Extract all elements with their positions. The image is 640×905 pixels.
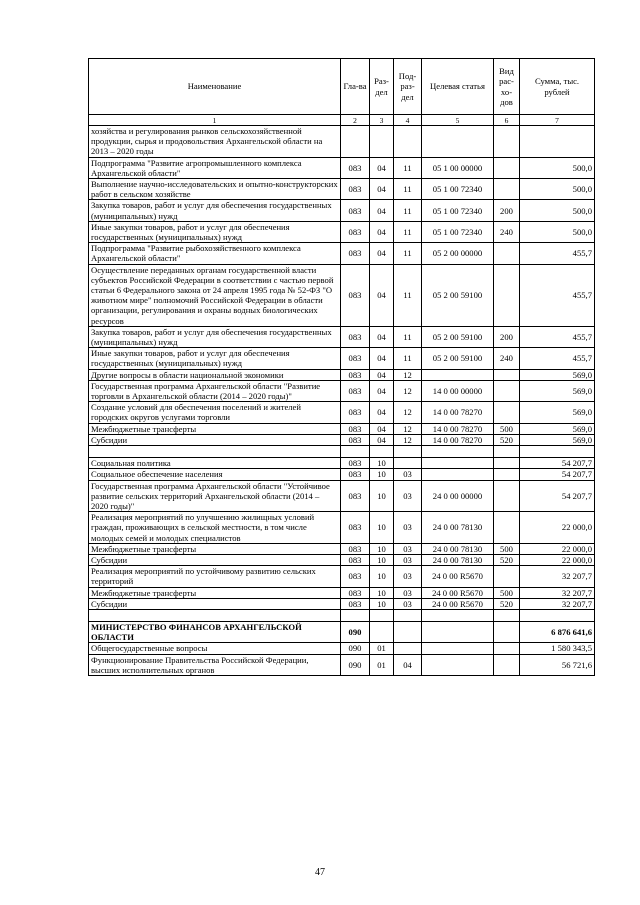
row-glava-cell: 083: [341, 458, 370, 469]
column-number: 3: [370, 115, 394, 126]
row-vid-cell: [494, 264, 520, 326]
header-razdel: Раз-дел: [370, 59, 394, 115]
row-podrazdel-cell: 11: [394, 348, 422, 369]
page-number: 47: [315, 867, 325, 878]
row-razdel-cell: 10: [370, 458, 394, 469]
row-sum-cell: [520, 126, 595, 158]
table-row: [89, 179, 595, 200]
header-glava: Гла-ва: [341, 59, 370, 115]
row-sum-cell: 22 000,0: [520, 543, 595, 554]
table-row: [89, 598, 595, 609]
row-razdel-cell: 04: [370, 380, 394, 401]
row-podrazdel-cell: 11: [394, 221, 422, 242]
row-glava-cell: 090: [341, 643, 370, 654]
table-row: [89, 380, 595, 401]
row-sum-cell: 455,7: [520, 348, 595, 369]
row-glava-cell: 083: [341, 221, 370, 242]
row-glava-cell: 083: [341, 402, 370, 423]
row-statya-cell: 14 0 00 78270: [422, 402, 494, 423]
row-name-cell: Межбюджетные трансферты: [89, 587, 341, 598]
row-razdel-cell: 10: [370, 587, 394, 598]
row-name-cell: хозяйства и регулирования рынков сельскохозяйственной продукции, сырья и продовольствия Архангельской области на 2013 – 2020 годы: [89, 126, 341, 158]
row-glava-cell: 083: [341, 264, 370, 326]
row-vid-cell: 240: [494, 221, 520, 242]
column-number-row: [89, 115, 595, 126]
row-razdel-cell: 04: [370, 423, 394, 434]
row-vid-cell: [494, 480, 520, 512]
table-row: [89, 458, 595, 469]
budget-table: [88, 58, 595, 676]
row-glava-cell: 083: [341, 243, 370, 264]
row-glava-cell: 083: [341, 512, 370, 544]
row-razdel-cell: 10: [370, 566, 394, 587]
row-podrazdel-cell: [394, 446, 422, 458]
row-vid-cell: [494, 126, 520, 158]
row-glava-cell: [341, 126, 370, 158]
row-sum-cell: 1 580 343,5: [520, 643, 595, 654]
row-glava-cell: [341, 609, 370, 621]
row-podrazdel-cell: 03: [394, 480, 422, 512]
table-row: [89, 348, 595, 369]
row-statya-cell: 05 2 00 59100: [422, 348, 494, 369]
row-statya-cell: 24 0 00 78130: [422, 554, 494, 565]
row-statya-cell: 05 1 00 72340: [422, 179, 494, 200]
row-statya-cell: [422, 643, 494, 654]
row-sum-cell: 54 207,7: [520, 469, 595, 480]
row-sum-cell: 54 207,7: [520, 480, 595, 512]
header-statya: Целевая статья: [422, 59, 494, 115]
table-row: [89, 369, 595, 380]
row-podrazdel-cell: 03: [394, 554, 422, 565]
row-vid-cell: [494, 512, 520, 544]
row-vid-cell: [494, 469, 520, 480]
row-glava-cell: 083: [341, 480, 370, 512]
row-glava-cell: 090: [341, 621, 370, 642]
header-podrazdel: Под-раз-дел: [394, 59, 422, 115]
row-name-cell: Иные закупки товаров, работ и услуг для обеспечения государственных (муниципальных) нужд: [89, 348, 341, 369]
row-statya-cell: 24 0 00 78130: [422, 543, 494, 554]
row-glava-cell: 083: [341, 179, 370, 200]
row-razdel-cell: 04: [370, 326, 394, 347]
row-sum-cell: 500,0: [520, 179, 595, 200]
row-vid-cell: 200: [494, 200, 520, 221]
row-statya-cell: 05 2 00 59100: [422, 264, 494, 326]
row-statya-cell: [422, 369, 494, 380]
row-vid-cell: [494, 157, 520, 178]
row-sum-cell: 32 207,7: [520, 587, 595, 598]
table-row: [89, 643, 595, 654]
row-statya-cell: [422, 126, 494, 158]
row-razdel-cell: 10: [370, 598, 394, 609]
row-statya-cell: [422, 446, 494, 458]
row-name-cell: Закупка товаров, работ и услуг для обеспечения государственных (муниципальных) нужд: [89, 326, 341, 347]
row-sum-cell: 32 207,7: [520, 598, 595, 609]
table-row: [89, 221, 595, 242]
row-glava-cell: 090: [341, 654, 370, 675]
row-vid-cell: [494, 369, 520, 380]
column-number: 2: [341, 115, 370, 126]
row-podrazdel-cell: 03: [394, 543, 422, 554]
row-razdel-cell: 04: [370, 402, 394, 423]
table-row: [89, 200, 595, 221]
row-sum-cell: 500,0: [520, 221, 595, 242]
row-statya-cell: 24 0 00 R5670: [422, 566, 494, 587]
row-statya-cell: 05 1 00 00000: [422, 157, 494, 178]
row-vid-cell: [494, 402, 520, 423]
row-vid-cell: [494, 446, 520, 458]
row-glava-cell: 083: [341, 423, 370, 434]
table-row: [89, 157, 595, 178]
row-name-cell: Социальная политика: [89, 458, 341, 469]
row-glava-cell: 083: [341, 543, 370, 554]
column-number: 6: [494, 115, 520, 126]
row-podrazdel-cell: 11: [394, 243, 422, 264]
row-razdel-cell: [370, 126, 394, 158]
table-body: [89, 126, 595, 676]
column-number: 5: [422, 115, 494, 126]
row-sum-cell: [520, 446, 595, 458]
row-name-cell: Осуществление переданных органам государственной власти субъектов Российской Федерации в соответствии с частью первой статьи 6 Федерального закона от 24 апреля 1995 года № 52-ФЗ "О животном мире" полномочий Российской Федерации в области организации, регулирования и охраны водных биологических ресурсов: [89, 264, 341, 326]
row-sum-cell: 22 000,0: [520, 554, 595, 565]
row-razdel-cell: 01: [370, 643, 394, 654]
row-name-cell: Подпрограмма "Развитие рыбохозяйственного комплекса Архангельской области": [89, 243, 341, 264]
row-glava-cell: 083: [341, 469, 370, 480]
row-glava-cell: 083: [341, 587, 370, 598]
row-sum-cell: 455,7: [520, 326, 595, 347]
row-podrazdel-cell: [394, 126, 422, 158]
row-statya-cell: 05 1 00 72340: [422, 221, 494, 242]
column-number: 1: [89, 115, 341, 126]
table-row: [89, 326, 595, 347]
table-row: [89, 480, 595, 512]
table-row: [89, 654, 595, 675]
row-podrazdel-cell: 11: [394, 326, 422, 347]
table-header-row: [89, 59, 595, 115]
row-statya-cell: [422, 654, 494, 675]
row-name-cell: Общегосударственные вопросы: [89, 643, 341, 654]
row-razdel-cell: 04: [370, 348, 394, 369]
table-row: [89, 264, 595, 326]
row-razdel-cell: 10: [370, 512, 394, 544]
row-vid-cell: [494, 643, 520, 654]
table-row: [89, 566, 595, 587]
row-name-cell: Государственная программа Архангельской области "Устойчивое развитие сельских территорий Архангельской области (2014 – 2020 годы)": [89, 480, 341, 512]
row-razdel-cell: 04: [370, 157, 394, 178]
row-podrazdel-cell: [394, 458, 422, 469]
row-statya-cell: 14 0 00 00000: [422, 380, 494, 401]
row-vid-cell: 200: [494, 326, 520, 347]
row-name-cell: Выполнение научно-исследовательских и опытно-конструкторских работ в сельском хозяйстве: [89, 179, 341, 200]
column-number: 7: [520, 115, 595, 126]
row-podrazdel-cell: 12: [394, 434, 422, 445]
row-glava-cell: 083: [341, 326, 370, 347]
row-name-cell: [89, 609, 341, 621]
row-name-cell: [89, 446, 341, 458]
table-row: [89, 587, 595, 598]
row-razdel-cell: 04: [370, 264, 394, 326]
row-razdel-cell: 10: [370, 469, 394, 480]
row-sum-cell: 455,7: [520, 243, 595, 264]
row-vid-cell: 520: [494, 598, 520, 609]
row-glava-cell: 083: [341, 554, 370, 565]
row-vid-cell: [494, 621, 520, 642]
row-razdel-cell: 04: [370, 179, 394, 200]
row-podrazdel-cell: 03: [394, 512, 422, 544]
row-glava-cell: 083: [341, 566, 370, 587]
row-sum-cell: 569,0: [520, 380, 595, 401]
table-row: [89, 469, 595, 480]
column-number: 4: [394, 115, 422, 126]
row-vid-cell: [494, 654, 520, 675]
row-podrazdel-cell: 03: [394, 469, 422, 480]
row-vid-cell: 500: [494, 543, 520, 554]
row-sum-cell: [520, 609, 595, 621]
row-razdel-cell: 04: [370, 243, 394, 264]
row-vid-cell: 240: [494, 348, 520, 369]
row-name-cell: Иные закупки товаров, работ и услуг для обеспечения государственных (муниципальных) нужд: [89, 221, 341, 242]
row-podrazdel-cell: [394, 643, 422, 654]
row-sum-cell: 569,0: [520, 423, 595, 434]
row-razdel-cell: 04: [370, 434, 394, 445]
row-name-cell: Закупка товаров, работ и услуг для обеспечения государственных (муниципальных) нужд: [89, 200, 341, 221]
row-razdel-cell: [370, 609, 394, 621]
row-razdel-cell: 04: [370, 221, 394, 242]
row-razdel-cell: 10: [370, 554, 394, 565]
row-glava-cell: [341, 446, 370, 458]
row-vid-cell: [494, 243, 520, 264]
row-sum-cell: 54 207,7: [520, 458, 595, 469]
row-glava-cell: 083: [341, 380, 370, 401]
table-row: [89, 402, 595, 423]
row-name-cell: Функционирование Правительства Российской Федерации, высших исполнительных органов: [89, 654, 341, 675]
row-sum-cell: 569,0: [520, 402, 595, 423]
row-name-cell: Реализация мероприятий по улучшению жилищных условий граждан, проживающих в сельской местности, в том числе молодых семей и молодых специалистов: [89, 512, 341, 544]
row-podrazdel-cell: 12: [394, 423, 422, 434]
row-sum-cell: 32 207,7: [520, 566, 595, 587]
row-podrazdel-cell: 03: [394, 587, 422, 598]
row-sum-cell: 22 000,0: [520, 512, 595, 544]
row-name-cell: Межбюджетные трансферты: [89, 423, 341, 434]
row-vid-cell: 500: [494, 587, 520, 598]
row-podrazdel-cell: 03: [394, 598, 422, 609]
row-name-cell: МИНИСТЕРСТВО ФИНАНСОВ АРХАНГЕЛЬСКОЙ ОБЛАСТИ: [89, 621, 341, 642]
row-statya-cell: 24 0 00 R5670: [422, 598, 494, 609]
row-statya-cell: 24 0 00 00000: [422, 480, 494, 512]
row-glava-cell: 083: [341, 348, 370, 369]
row-vid-cell: [494, 566, 520, 587]
row-podrazdel-cell: 12: [394, 380, 422, 401]
row-statya-cell: 05 1 00 72340: [422, 200, 494, 221]
row-name-cell: Подпрограмма "Развитие агропромышленного комплекса Архангельской области": [89, 157, 341, 178]
row-podrazdel-cell: [394, 621, 422, 642]
row-podrazdel-cell: 04: [394, 654, 422, 675]
row-razdel-cell: [370, 446, 394, 458]
row-statya-cell: [422, 621, 494, 642]
row-statya-cell: 14 0 00 78270: [422, 434, 494, 445]
table-row: [89, 554, 595, 565]
row-vid-cell: 520: [494, 434, 520, 445]
row-statya-cell: 24 0 00 78130: [422, 512, 494, 544]
row-razdel-cell: 04: [370, 200, 394, 221]
row-name-cell: Реализация мероприятий по устойчивому развитию сельских территорий: [89, 566, 341, 587]
row-glava-cell: 083: [341, 157, 370, 178]
row-statya-cell: 05 2 00 59100: [422, 326, 494, 347]
row-vid-cell: [494, 380, 520, 401]
header-vid: Вид рас-хо-дов: [494, 59, 520, 115]
row-sum-cell: 6 876 641,6: [520, 621, 595, 642]
row-podrazdel-cell: 11: [394, 200, 422, 221]
row-name-cell: Субсидии: [89, 554, 341, 565]
row-razdel-cell: 04: [370, 369, 394, 380]
row-name-cell: Другие вопросы в области национальной экономики: [89, 369, 341, 380]
row-vid-cell: [494, 609, 520, 621]
spacer-row: [89, 609, 595, 621]
row-statya-cell: 14 0 00 78270: [422, 423, 494, 434]
row-vid-cell: 520: [494, 554, 520, 565]
row-glava-cell: 083: [341, 200, 370, 221]
row-razdel-cell: 01: [370, 654, 394, 675]
row-podrazdel-cell: 11: [394, 264, 422, 326]
row-statya-cell: [422, 469, 494, 480]
row-vid-cell: [494, 458, 520, 469]
row-glava-cell: 083: [341, 369, 370, 380]
header-name: Наименование: [89, 59, 341, 115]
row-razdel-cell: 10: [370, 480, 394, 512]
row-glava-cell: 083: [341, 598, 370, 609]
row-statya-cell: [422, 609, 494, 621]
row-podrazdel-cell: 12: [394, 369, 422, 380]
row-vid-cell: [494, 179, 520, 200]
row-name-cell: Межбюджетные трансферты: [89, 543, 341, 554]
table-row: [89, 512, 595, 544]
spacer-row: [89, 446, 595, 458]
row-razdel-cell: 10: [370, 543, 394, 554]
table-row: [89, 243, 595, 264]
row-sum-cell: 569,0: [520, 434, 595, 445]
row-glava-cell: 083: [341, 434, 370, 445]
row-sum-cell: 56 721,6: [520, 654, 595, 675]
row-podrazdel-cell: 11: [394, 179, 422, 200]
row-statya-cell: 05 2 00 00000: [422, 243, 494, 264]
row-sum-cell: 500,0: [520, 200, 595, 221]
row-podrazdel-cell: 12: [394, 402, 422, 423]
row-vid-cell: 500: [494, 423, 520, 434]
row-sum-cell: 569,0: [520, 369, 595, 380]
row-podrazdel-cell: [394, 609, 422, 621]
row-name-cell: Субсидии: [89, 598, 341, 609]
row-name-cell: Государственная программа Архангельской области "Развитие торговли в Архангельской области (2014 – 2020 годы)": [89, 380, 341, 401]
row-name-cell: Субсидии: [89, 434, 341, 445]
row-sum-cell: 500,0: [520, 157, 595, 178]
table-row: [89, 126, 595, 158]
row-sum-cell: 455,7: [520, 264, 595, 326]
row-statya-cell: 24 0 00 R5670: [422, 587, 494, 598]
table-row: [89, 543, 595, 554]
row-podrazdel-cell: 11: [394, 157, 422, 178]
row-podrazdel-cell: 03: [394, 566, 422, 587]
row-statya-cell: [422, 458, 494, 469]
header-summa: Сумма, тыс. рублей: [520, 59, 595, 115]
row-name-cell: Создание условий для обеспечения поселений и жителей городских округов услугами торговли: [89, 402, 341, 423]
table-row: [89, 434, 595, 445]
table-row: [89, 621, 595, 642]
row-name-cell: Социальное обеспечение населения: [89, 469, 341, 480]
row-razdel-cell: [370, 621, 394, 642]
table-row: [89, 423, 595, 434]
